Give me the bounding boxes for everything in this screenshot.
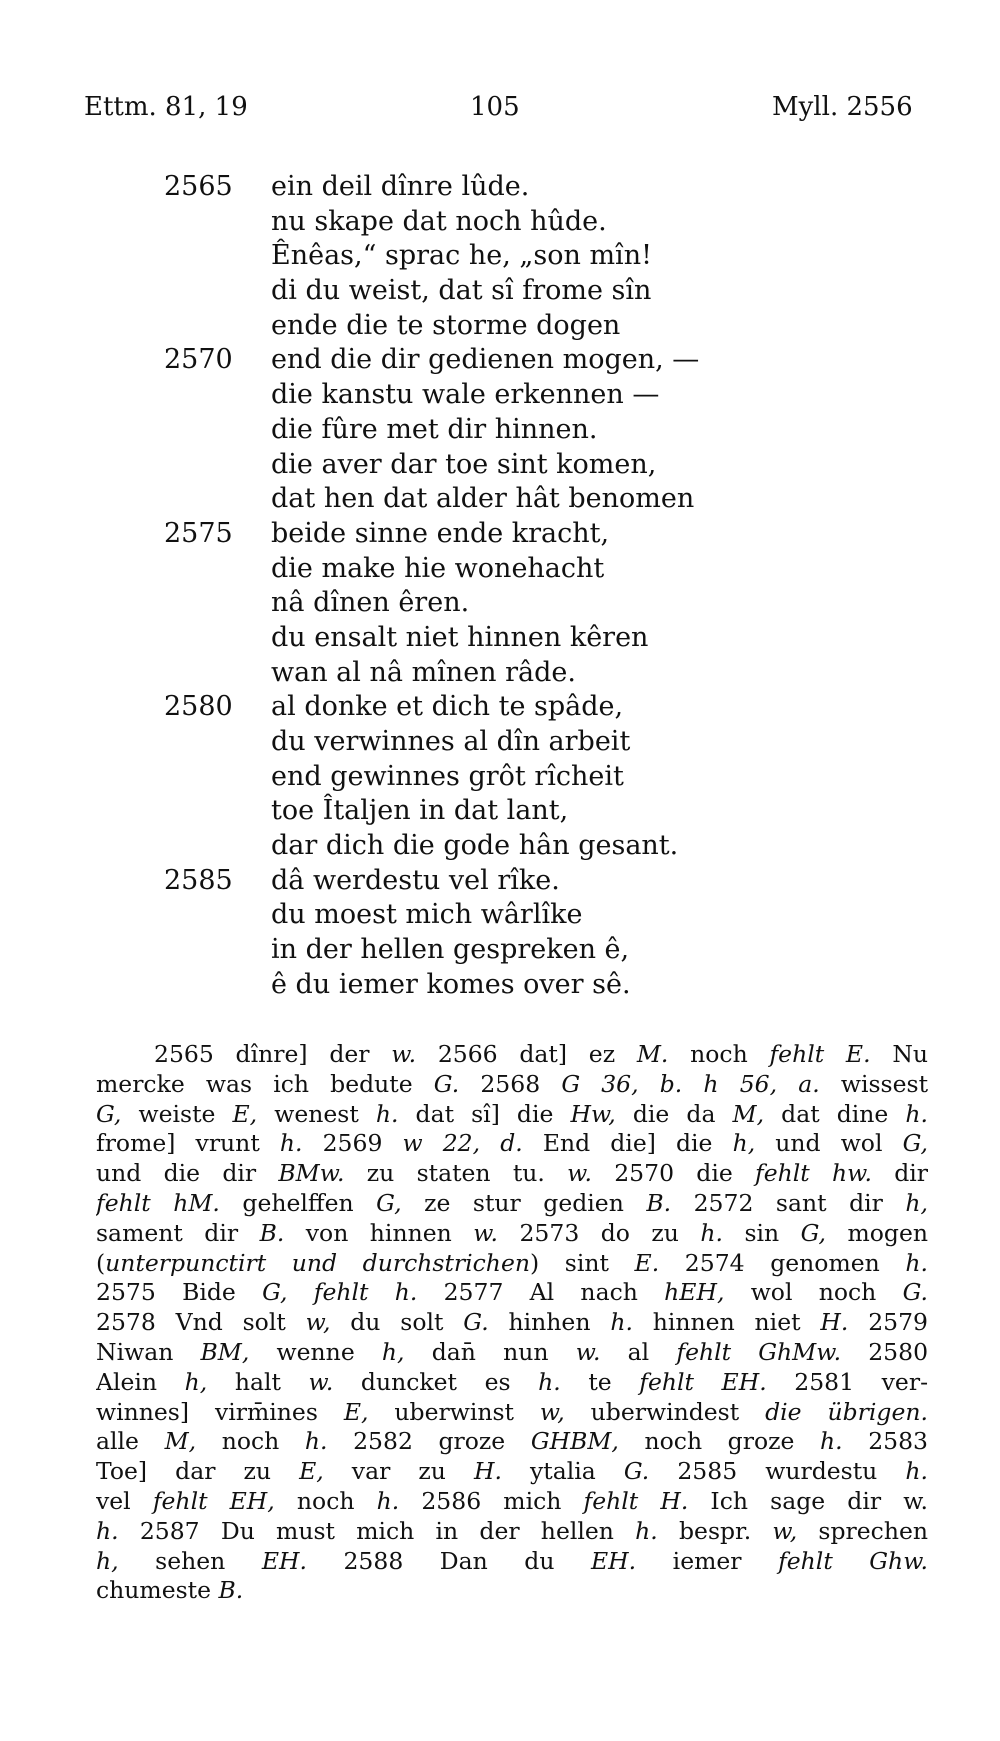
apparatus-segment: wol noch bbox=[724, 1278, 903, 1307]
apparatus-italic-segment: w, bbox=[305, 1308, 331, 1337]
verse-text: die aver dar toe sint komen, bbox=[271, 448, 657, 480]
apparatus-segment: die da bbox=[615, 1099, 733, 1128]
apparatus-italic-segment: w 22, d. bbox=[402, 1129, 523, 1158]
verse-line bbox=[0, 968, 1000, 1003]
apparatus-italic-segment: w, bbox=[772, 1516, 798, 1545]
verse-number: 2580 bbox=[164, 691, 233, 723]
apparatus-segment: Nu bbox=[870, 1040, 928, 1068]
apparatus-line bbox=[96, 1368, 928, 1398]
apparatus-line bbox=[96, 1219, 928, 1249]
apparatus-segment: noch bbox=[668, 1040, 770, 1068]
apparatus-segment: 2585 wurdestu bbox=[649, 1457, 906, 1486]
apparatus-segment: 2580 bbox=[841, 1337, 928, 1366]
apparatus-italic-segment: h. bbox=[610, 1308, 633, 1337]
apparatus-segment: von hinnen bbox=[284, 1218, 474, 1247]
apparatus-line bbox=[96, 1070, 928, 1100]
verse-text: die make hie wonehacht bbox=[271, 552, 605, 584]
apparatus-italic-segment: w. bbox=[473, 1218, 499, 1247]
apparatus-italic-segment: w. bbox=[567, 1159, 592, 1188]
verse-text: in der hellen gespreken ê, bbox=[271, 934, 630, 966]
apparatus-segment: halt bbox=[207, 1367, 309, 1396]
apparatus-segment: duncket es bbox=[333, 1367, 539, 1396]
apparatus-italic-segment: G. bbox=[623, 1457, 650, 1486]
apparatus-italic-segment: fehlt E. bbox=[769, 1040, 871, 1068]
apparatus-italic-segment: fehlt GhMw. bbox=[676, 1337, 842, 1366]
apparatus-segment: und wol bbox=[755, 1129, 903, 1158]
verse-line bbox=[0, 552, 1000, 587]
apparatus-line bbox=[96, 1189, 928, 1219]
apparatus-segment: sprechen bbox=[797, 1516, 928, 1545]
apparatus-segment: dat dine bbox=[764, 1099, 906, 1128]
apparatus-line bbox=[96, 1487, 928, 1517]
apparatus-italic-segment: h. bbox=[700, 1218, 723, 1247]
verse-text: ein deil dînre lûde. bbox=[271, 171, 530, 202]
apparatus-italic-segment: G 36, b. h 56, a. bbox=[561, 1069, 820, 1098]
verse-text: end gewinnes grôt rîcheit bbox=[271, 760, 624, 792]
apparatus-segment: hinnen niet bbox=[632, 1308, 821, 1337]
apparatus-italic-segment: h. bbox=[96, 1516, 119, 1545]
header-left-reference: Ettm. 81, 19 bbox=[84, 92, 248, 122]
verse-number: 2565 bbox=[164, 171, 233, 202]
apparatus-segment: sin bbox=[722, 1218, 801, 1247]
apparatus-line bbox=[96, 1129, 928, 1159]
apparatus-line bbox=[96, 1576, 928, 1606]
page-number: 105 bbox=[470, 92, 520, 122]
apparatus-italic-segment: E. bbox=[634, 1248, 660, 1277]
apparatus-italic-segment: h. bbox=[376, 1486, 400, 1515]
apparatus-italic-segment: h. bbox=[820, 1427, 843, 1456]
apparatus-line bbox=[96, 1398, 928, 1428]
apparatus-italic-segment: G. bbox=[463, 1308, 489, 1337]
apparatus-segment: dan̄ nun bbox=[404, 1337, 576, 1366]
apparatus-italic-segment: B. bbox=[259, 1218, 285, 1247]
apparatus-line bbox=[96, 1308, 928, 1338]
verse-text: du verwinnes al dîn arbeit bbox=[271, 726, 631, 757]
verse-line bbox=[0, 378, 1000, 413]
apparatus-line bbox=[96, 1278, 928, 1308]
apparatus-line bbox=[96, 1100, 928, 1130]
apparatus-italic-segment: h. bbox=[635, 1516, 658, 1545]
verse-text: di du weist, dat sî frome sîn bbox=[271, 275, 652, 307]
apparatus-italic-segment: H. bbox=[820, 1308, 849, 1337]
apparatus-italic-segment: B. bbox=[646, 1188, 672, 1217]
apparatus-segment: dir bbox=[871, 1159, 928, 1188]
apparatus-segment: noch groze bbox=[618, 1427, 820, 1456]
apparatus-segment: noch bbox=[196, 1427, 305, 1456]
verse-line bbox=[0, 448, 1000, 483]
apparatus-italic-segment: G. bbox=[902, 1278, 928, 1307]
apparatus-italic-segment: GHBM, bbox=[530, 1427, 619, 1456]
apparatus-italic-segment: unterpunctirt und durchstrichen bbox=[105, 1248, 530, 1277]
apparatus-segment: ) sint bbox=[529, 1248, 635, 1277]
verse-line bbox=[0, 517, 1000, 552]
apparatus-segment: gehelffen bbox=[219, 1188, 377, 1217]
apparatus-segment: 2565 dînre] der bbox=[154, 1040, 392, 1068]
apparatus-italic-segment: h, bbox=[184, 1367, 208, 1396]
apparatus-segment: al bbox=[600, 1337, 677, 1366]
verse-line bbox=[0, 690, 1000, 725]
apparatus-segment: mogen bbox=[826, 1218, 928, 1247]
verse-number: 2575 bbox=[164, 517, 233, 549]
verse-line bbox=[0, 274, 1000, 309]
apparatus-segment: End die] die bbox=[522, 1129, 733, 1158]
apparatus-segment: 2586 mich bbox=[399, 1486, 584, 1515]
verse-text: al donke et dich te spâde, bbox=[271, 691, 624, 723]
apparatus-segment bbox=[287, 1278, 313, 1306]
apparatus-italic-segment: M. bbox=[636, 1040, 669, 1068]
apparatus-segment: du solt bbox=[330, 1308, 464, 1337]
apparatus-italic-segment: G, bbox=[262, 1278, 288, 1307]
apparatus-segment: weiste bbox=[121, 1099, 233, 1128]
apparatus-italic-segment: G, bbox=[96, 1099, 122, 1128]
apparatus-italic-segment: h, bbox=[381, 1337, 405, 1366]
apparatus-italic-segment: h, bbox=[732, 1129, 756, 1158]
apparatus-italic-segment: h. bbox=[905, 1099, 928, 1128]
apparatus-segment: sehen bbox=[118, 1546, 262, 1575]
apparatus-segment: sament dir bbox=[96, 1218, 260, 1247]
apparatus-segment: 2588 Dan du bbox=[306, 1546, 592, 1575]
apparatus-segment: 2570 die bbox=[591, 1159, 756, 1188]
verse-text: dat hen dat alder hât benomen bbox=[271, 483, 695, 515]
verse-block bbox=[0, 170, 1000, 1003]
apparatus-segment: te bbox=[560, 1367, 640, 1396]
apparatus-italic-segment: fehlt H. bbox=[583, 1486, 689, 1515]
apparatus-line bbox=[96, 1427, 928, 1457]
apparatus-segment: ze stur gedien bbox=[401, 1188, 647, 1217]
apparatus-italic-segment: w, bbox=[539, 1397, 565, 1426]
apparatus-segment: iemer bbox=[636, 1546, 779, 1575]
verse-text: nâ dînen êren. bbox=[271, 587, 470, 619]
apparatus-segment: 2568 bbox=[459, 1069, 562, 1098]
verse-line bbox=[0, 482, 1000, 517]
verse-line bbox=[0, 343, 1000, 378]
verse-line bbox=[0, 205, 1000, 240]
verse-line bbox=[0, 621, 1000, 656]
verse-line bbox=[0, 309, 1000, 344]
verse-line bbox=[0, 933, 1000, 968]
apparatus-italic-segment: G. bbox=[433, 1069, 460, 1098]
apparatus-segment: hinhen bbox=[488, 1308, 611, 1337]
apparatus-segment: uberwinst bbox=[368, 1397, 540, 1426]
apparatus-segment: frome] vrunt bbox=[96, 1129, 280, 1158]
apparatus-italic-segment: G, bbox=[376, 1188, 402, 1217]
apparatus-italic-segment: fehlt hM. bbox=[96, 1188, 220, 1217]
apparatus-italic-segment: E, bbox=[343, 1397, 369, 1426]
apparatus-italic-segment: BM, bbox=[200, 1337, 250, 1366]
apparatus-italic-segment: G, bbox=[902, 1129, 928, 1158]
apparatus-segment: var zu bbox=[323, 1457, 474, 1486]
verse-text: die kanstu wale erkennen — bbox=[271, 379, 660, 411]
apparatus-segment: chumeste bbox=[96, 1576, 219, 1605]
verse-line bbox=[0, 829, 1000, 864]
apparatus-italic-segment: fehlt h. bbox=[313, 1278, 418, 1307]
apparatus-italic-segment: M, bbox=[732, 1099, 765, 1128]
apparatus-italic-segment: fehlt Ghw. bbox=[778, 1546, 928, 1575]
apparatus-italic-segment: EH. bbox=[591, 1546, 637, 1575]
apparatus-segment: Ich sage dir w. bbox=[688, 1486, 928, 1515]
apparatus-italic-segment: EH. bbox=[261, 1546, 307, 1575]
verse-line bbox=[0, 898, 1000, 933]
apparatus-line bbox=[96, 1249, 928, 1279]
verse-text: toe Îtaljen in dat lant, bbox=[271, 795, 569, 827]
apparatus-italic-segment: h. bbox=[905, 1457, 928, 1486]
apparatus-italic-segment: B. bbox=[218, 1576, 244, 1605]
verse-text: end die dir gedienen mogen, — bbox=[271, 344, 700, 376]
verse-line bbox=[0, 170, 1000, 205]
apparatus-italic-segment: h, bbox=[96, 1546, 119, 1575]
apparatus-italic-segment: hEH, bbox=[664, 1278, 725, 1307]
apparatus-italic-segment: fehlt hw. bbox=[755, 1159, 872, 1188]
apparatus-segment: winnes] virm̄ines bbox=[96, 1397, 344, 1426]
verse-line bbox=[0, 586, 1000, 621]
apparatus-segment: 2579 bbox=[848, 1308, 928, 1337]
apparatus-segment: noch bbox=[274, 1486, 377, 1515]
apparatus-italic-segment: fehlt EH, bbox=[152, 1486, 275, 1515]
apparatus-segment: mercke was ich bedute bbox=[96, 1069, 434, 1098]
apparatus-segment: 2573 do zu bbox=[498, 1218, 701, 1247]
apparatus-segment: und die dir bbox=[96, 1159, 279, 1188]
apparatus-italic-segment: Hw, bbox=[570, 1099, 616, 1128]
verse-text: Ênêas,“ sprac he, „son mîn! bbox=[271, 240, 652, 272]
apparatus-segment: 2583 bbox=[842, 1427, 928, 1456]
apparatus-segment: wissest bbox=[819, 1069, 928, 1098]
page-header bbox=[0, 92, 1000, 132]
apparatus-segment: ( bbox=[96, 1248, 106, 1277]
apparatus-segment: 2582 groze bbox=[327, 1427, 531, 1456]
apparatus-italic-segment: h, bbox=[905, 1188, 928, 1217]
apparatus-line bbox=[96, 1517, 928, 1547]
apparatus-italic-segment: h. bbox=[279, 1129, 303, 1158]
apparatus-italic-segment: w. bbox=[391, 1040, 417, 1068]
verse-text: du moest mich wârlîke bbox=[271, 899, 583, 931]
verse-text: wan al nâ mînen râde. bbox=[271, 656, 576, 688]
apparatus-italic-segment: H. bbox=[473, 1457, 502, 1486]
apparatus-segment: 2569 bbox=[302, 1129, 403, 1158]
verse-text: dar dich die gode hân gesant. bbox=[271, 830, 679, 862]
apparatus-italic-segment: w. bbox=[575, 1337, 601, 1366]
apparatus-line bbox=[96, 1457, 928, 1487]
verse-line bbox=[0, 656, 1000, 691]
verse-text: ende die te storme dogen bbox=[271, 309, 621, 341]
verse-line bbox=[0, 864, 1000, 899]
apparatus-segment: 2575 Bide bbox=[96, 1278, 263, 1307]
critical-apparatus bbox=[96, 1040, 928, 1606]
apparatus-segment: zu staten tu. bbox=[344, 1159, 568, 1188]
apparatus-italic-segment: BMw. bbox=[278, 1159, 345, 1188]
apparatus-line bbox=[96, 1159, 928, 1189]
verse-text: ê du iemer komes over sê. bbox=[271, 968, 631, 1000]
verse-line bbox=[0, 760, 1000, 795]
verse-line bbox=[0, 239, 1000, 274]
apparatus-segment: Niwan bbox=[96, 1337, 201, 1366]
apparatus-segment: bespr. bbox=[657, 1516, 773, 1545]
verse-number: 2585 bbox=[164, 864, 233, 896]
apparatus-segment: ytalia bbox=[501, 1457, 624, 1486]
apparatus-segment: 2581 ver- bbox=[766, 1367, 928, 1396]
verse-line bbox=[0, 725, 1000, 760]
apparatus-segment: vel bbox=[96, 1486, 153, 1515]
verse-number: 2570 bbox=[164, 344, 233, 376]
apparatus-italic-segment: die übrigen. bbox=[765, 1397, 928, 1426]
apparatus-line bbox=[96, 1338, 928, 1368]
apparatus-italic-segment: fehlt EH. bbox=[639, 1367, 767, 1396]
apparatus-italic-segment: h. bbox=[538, 1367, 561, 1396]
apparatus-segment: 2566 dat] ez bbox=[416, 1040, 637, 1068]
apparatus-segment: uberwindest bbox=[564, 1397, 766, 1426]
apparatus-italic-segment: h. bbox=[905, 1248, 928, 1277]
apparatus-segment: Toe] dar zu bbox=[96, 1457, 300, 1486]
apparatus-line bbox=[96, 1547, 928, 1577]
apparatus-italic-segment: M, bbox=[164, 1427, 197, 1456]
apparatus-italic-segment: h. bbox=[375, 1099, 399, 1128]
apparatus-segment: Alein bbox=[96, 1367, 185, 1396]
apparatus-italic-segment: E, bbox=[299, 1457, 324, 1486]
verse-text: du ensalt niet hinnen kêren bbox=[271, 621, 649, 653]
verse-text: nu skape dat noch hûde. bbox=[271, 205, 607, 237]
apparatus-line bbox=[96, 1040, 928, 1070]
apparatus-segment: 2572 sant dir bbox=[671, 1188, 906, 1217]
verse-line bbox=[0, 794, 1000, 829]
apparatus-segment: wenest bbox=[257, 1099, 376, 1128]
apparatus-segment: 2577 Al nach bbox=[417, 1278, 665, 1307]
apparatus-segment: 2574 genomen bbox=[659, 1248, 906, 1277]
verse-line bbox=[0, 413, 1000, 448]
apparatus-italic-segment: h. bbox=[304, 1427, 328, 1456]
apparatus-segment: 2578 Vnd solt bbox=[96, 1308, 306, 1337]
apparatus-italic-segment: E, bbox=[232, 1099, 258, 1128]
verse-text: dâ werdestu vel rîke. bbox=[271, 864, 560, 896]
apparatus-segment: alle bbox=[96, 1427, 165, 1456]
apparatus-segment: dat sî] die bbox=[398, 1099, 571, 1128]
apparatus-segment: 2587 Du must mich in der hellen bbox=[118, 1516, 636, 1545]
verse-text: beide sinne ende kracht, bbox=[271, 517, 610, 549]
apparatus-italic-segment: G, bbox=[800, 1218, 827, 1247]
verse-text: die fûre met dir hinnen. bbox=[271, 413, 598, 445]
header-right-reference: Myll. 2556 bbox=[772, 92, 913, 122]
apparatus-italic-segment: w. bbox=[308, 1367, 334, 1396]
apparatus-segment: wenne bbox=[249, 1337, 382, 1366]
